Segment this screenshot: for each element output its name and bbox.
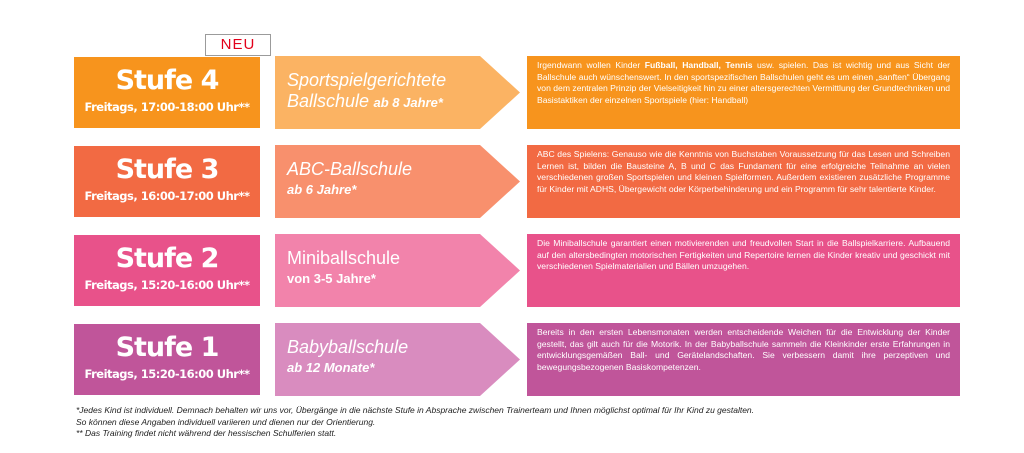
stufe-1-name: Babyballschule <box>287 337 409 357</box>
new-badge: NEU <box>205 34 271 56</box>
stufe-3-age: ab 6 Jahre* <box>287 182 357 197</box>
footnote-2: So können diese Angaben individuell variieren und dienen nur der Orientierung. <box>76 416 376 427</box>
stufe-1-title: Stufe 1 <box>115 332 219 363</box>
level-row-stufe-3 <box>73 145 960 218</box>
stufe-1-time: Freitags, 15:20-16:00 Uhr** <box>84 367 250 381</box>
stufe-2-name: Miniballschule <box>287 248 401 268</box>
stufe-2-description: Die Miniballschule garantiert einen motivierenden und freudvollen Start in die Ballspielkarriere. Aufbauend auf den altersbedingten motorischen Fertigkeiten und Repertoire lernen die Kinder kreativ und geschickt mit verschiedenen Spielmaterialien und Bällen umzugehen. <box>527 234 960 307</box>
stufe-2-title: Stufe 2 <box>115 243 219 274</box>
stufe-1-description: Bereits in den ersten Lebensmonaten werden entscheidende Weichen für die Entwicklung der Kinder gestellt, das gilt auch für die Motorik. In der Babyballschule sammeln die Kleinkinder erste Erfahrungen in entwicklungsgemäßen Ball- und Gerätelandschaften. Sie verbessern damit ihre perzeptiven und bewegungsbezogenen Basiskompetenzen. <box>527 323 960 396</box>
stufe-4-desc-post: usw. spielen. Das ist wichtig und aus Sicht der Ballschule auch wünschenswert. In den sportspezifischen Ballschulen geht es um einen „sanften“ Übergang von dem zentralen Prinzip der Vielseitigkeit hin zu einer altersgerechten Vermittlung der Grundtechniken und Basistaktiken der einzelnen Sportspiele (hier: Handball) <box>537 60 950 106</box>
stufe-3-block <box>73 145 261 218</box>
stufe-4-desc-pre: Irgendwann wollen Kinder <box>537 60 645 70</box>
stufe-3-description: ABC des Spielens: Genauso wie die Kenntnis von Buchstaben Voraussetzung für das Lesen und Schreiben Lernen ist, bilden die Bausteine A, B und C das Fundament für eine erfolgreiche Teilnahme an vielen verschiedenen großen Sportspielen und kleinen Spielformen. Außerdem existieren zusätzliche Programme für Kinder mit ADHS, Übergewicht oder Körperbehinderung und ein Programm für sehr talentierte Kinder. <box>527 145 960 218</box>
footnote-3: ** Das Training findet nicht während der hessischen Schulferien statt. <box>76 428 337 438</box>
stufe-4-description <box>527 56 960 129</box>
stufe-4-block <box>73 56 261 129</box>
stufe-4-name-line1: Sportspielgerichtete <box>287 70 447 90</box>
stufe-3-time: Freitags, 16:00-17:00 Uhr** <box>84 189 250 203</box>
level-row-stufe-4 <box>73 56 960 129</box>
stufe-2-arrow <box>275 234 520 307</box>
footnote-1: *Jedes Kind ist individuell. Demnach behalten wir uns vor, Übergänge in die nächste Stufe in Absprache zwischen Trainerteam und Ihnen möglichst optimal für Ihr Kind zu gestalten. <box>76 405 755 415</box>
stufe-1-block <box>73 323 261 396</box>
stufe-4-name-line2: Ballschule <box>287 91 370 111</box>
stufe-4-age: ab 8 Jahre* <box>373 95 443 110</box>
stufe-2-block <box>73 234 261 307</box>
stufe-4-time: Freitags, 17:00-18:00 Uhr** <box>84 100 250 114</box>
stufe-1-age: ab 12 Monate* <box>287 360 375 375</box>
footnotes <box>76 405 754 440</box>
stufe-3-name: ABC-Ballschule <box>287 159 413 179</box>
stufe-3-title: Stufe 3 <box>115 154 219 185</box>
level-row-stufe-2 <box>73 234 960 307</box>
stufe-2-age: von 3-5 Jahre* <box>287 271 376 286</box>
stufe-3-arrow <box>275 145 520 218</box>
stufe-4-desc-bold: Fußball, Handball, Tennis <box>644 60 753 70</box>
stufe-4-arrow <box>275 56 520 129</box>
stufe-1-arrow <box>275 323 520 396</box>
stufe-4-title: Stufe 4 <box>115 65 219 96</box>
level-row-stufe-1 <box>73 323 960 396</box>
stufe-2-time: Freitags, 15:20-16:00 Uhr** <box>84 278 250 292</box>
